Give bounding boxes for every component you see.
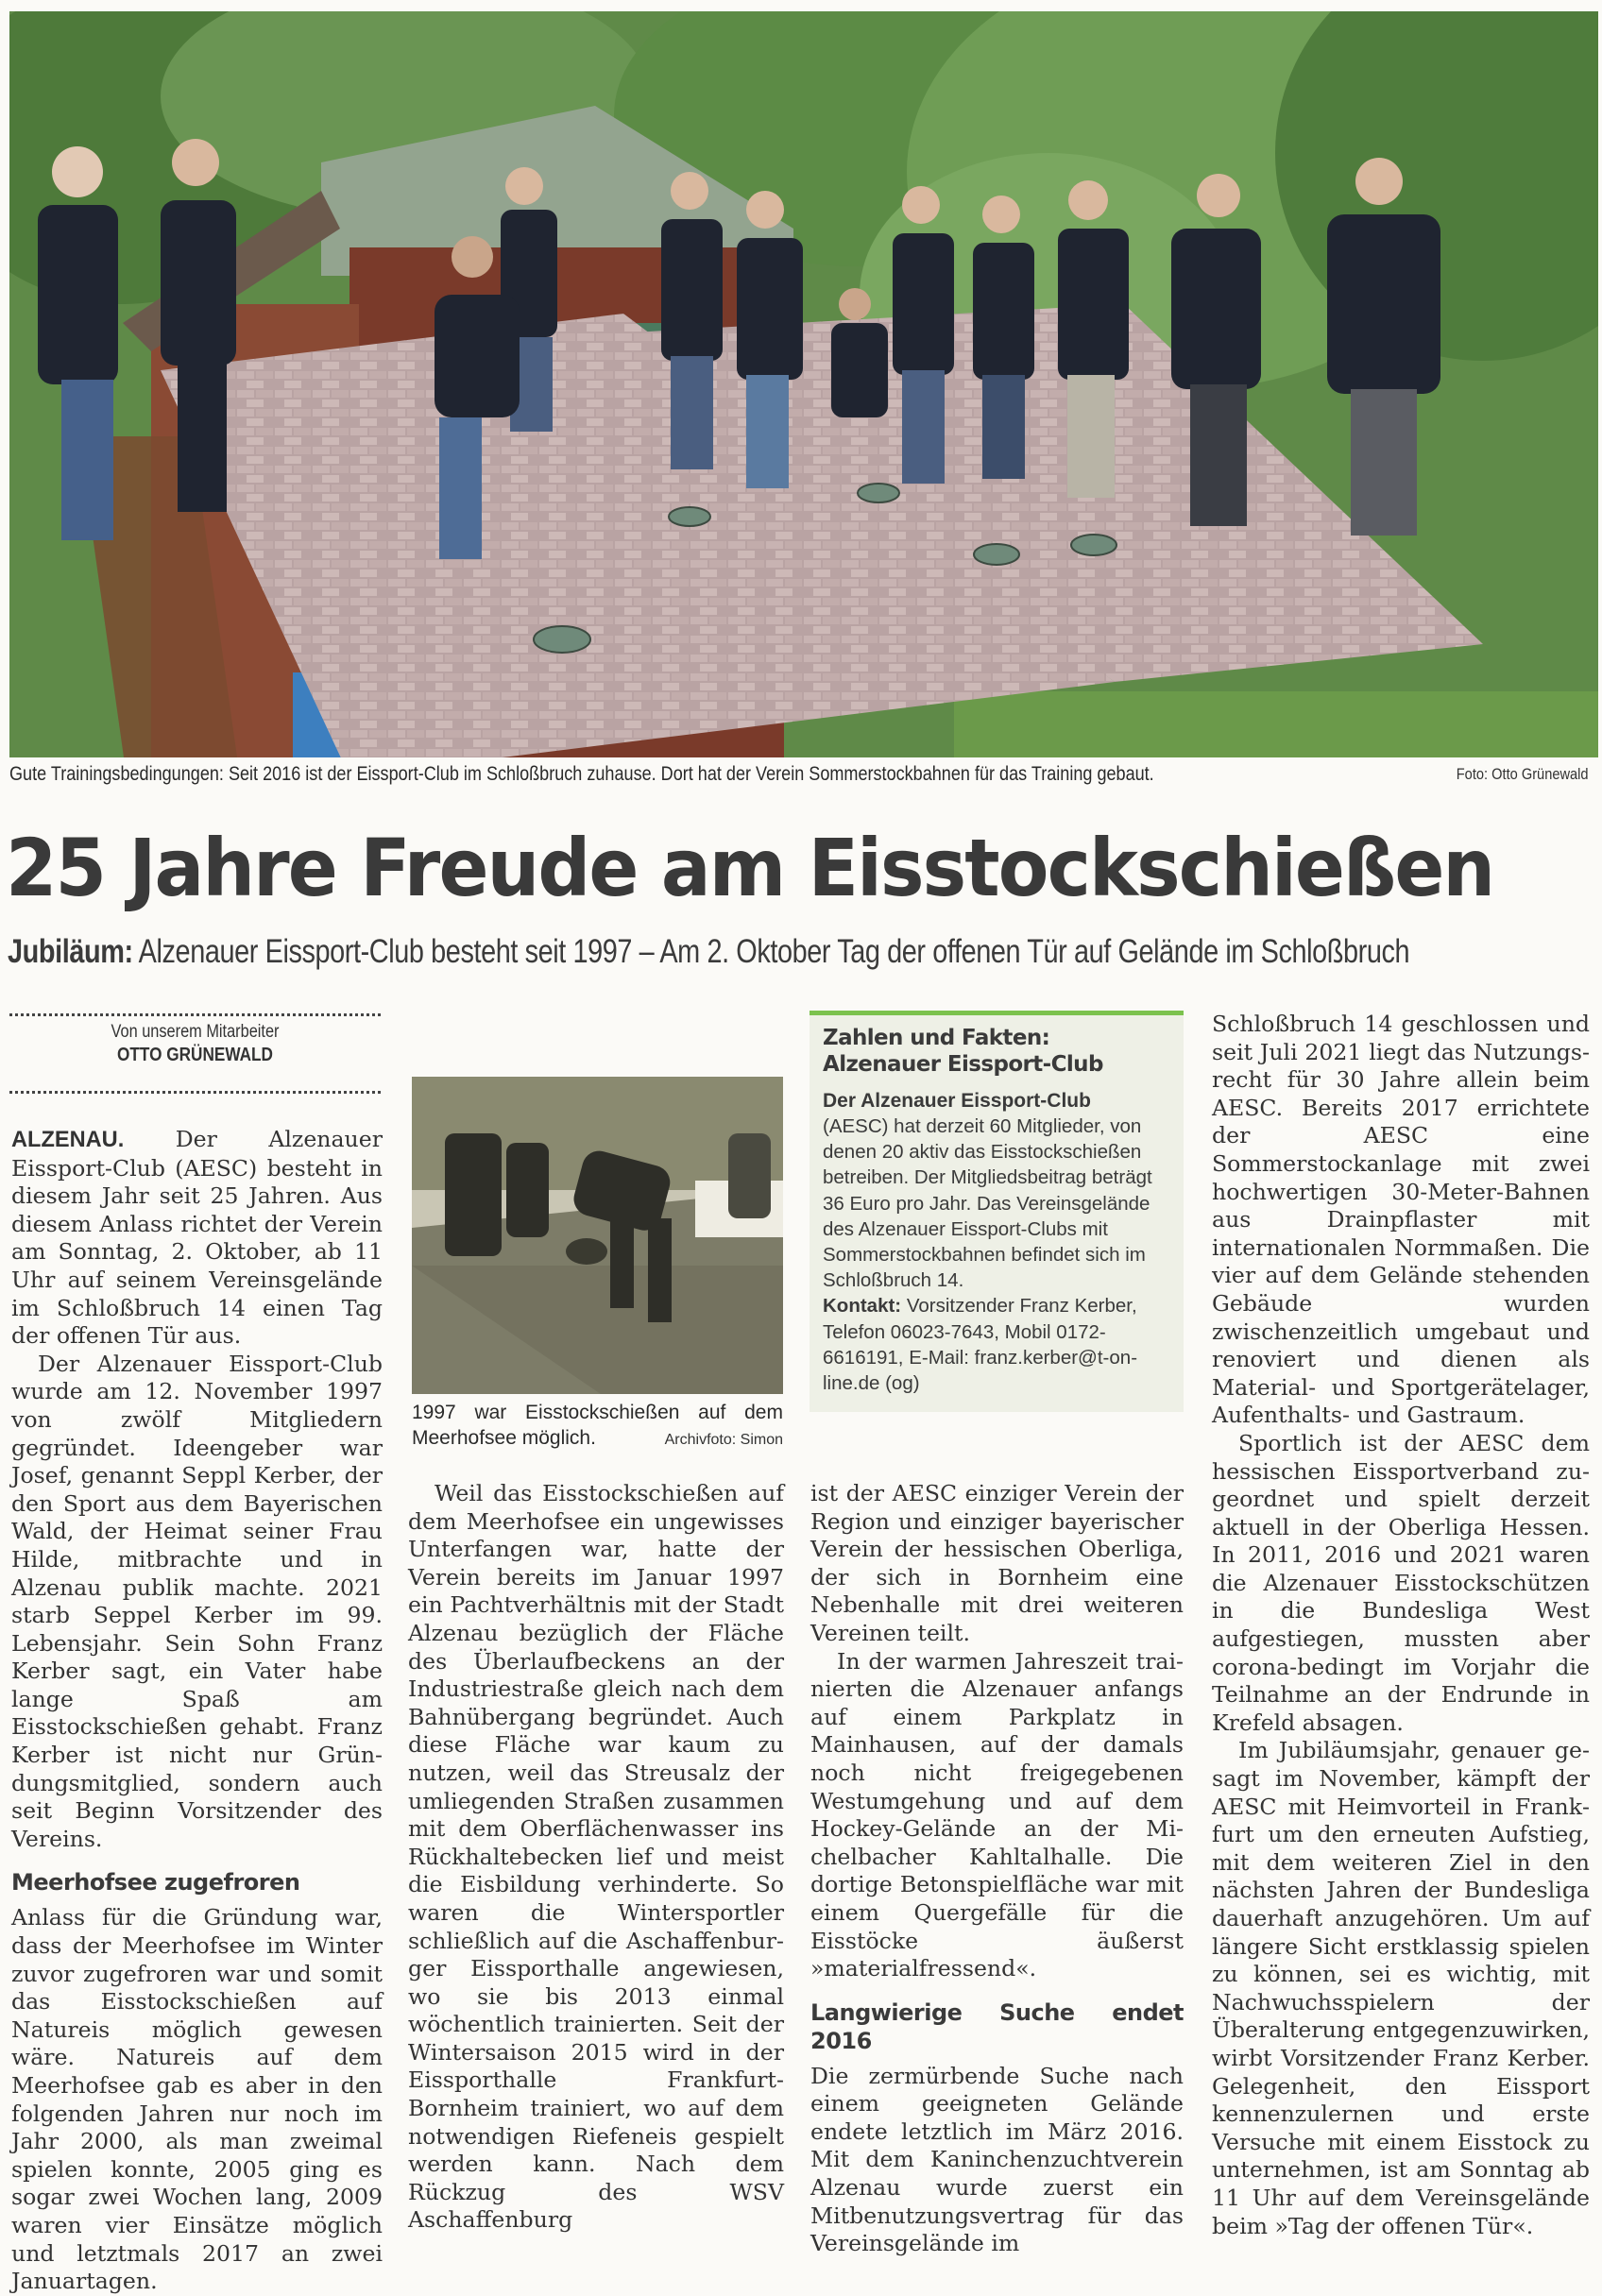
subheadline-label: Jubiläum: bbox=[8, 933, 133, 970]
article-column-4 bbox=[1212, 1011, 1590, 2240]
archive-photo-caption bbox=[412, 1400, 783, 1453]
paragraph: ist der AESC einziger Verein der Region und einziger bayerischer Verein der hessischen Oberliga, der sich in Bornheim eine Nebenhalle mit drei weiteren Vereinen teilt. bbox=[810, 1480, 1184, 1646]
byline-author: OTTO GRÜNEWALD bbox=[116, 1045, 273, 1065]
article-column-2 bbox=[408, 1480, 784, 2235]
main-photo-credit: Foto: Otto Grünewald bbox=[1457, 765, 1589, 783]
fact-box-title: Zahlen und Fakten: bbox=[823, 1026, 1050, 1050]
byline-divider-top bbox=[9, 1013, 381, 1016]
archive-photo-illustration bbox=[412, 1077, 783, 1394]
fact-box-contact bbox=[823, 1293, 1170, 1396]
paragraph: Der Alzenauer Eissport-Club wurde am 12. November 1997 von zwölf Mitgliedern gegründet. Ideengeber war Josef, genannt Seppl Kerber, der den Sport aus dem Bayerischen Wald, der Heimat seiner Frau Hilde, mitbrachte und in Alzenau publik machte. 2021 starb Seppel Kerber im 99. Lebensjahr. Sein Sohn Franz Kerber sagt, ein Vater habe lange Spaß am Eisstockschießen gehabt. Franz Kerber ist nicht nur Gründungsmitglied, sondern auch seit Beginn Vorsitzender des Vereins. bbox=[11, 1350, 383, 1852]
caption-word: dem bbox=[744, 1402, 783, 1423]
caption-word: Eisstockschießen bbox=[525, 1402, 680, 1423]
section-heading: Meerhofsee zugefroren bbox=[11, 1869, 300, 1896]
paragraph-text: Der Alzenauer Eissport-Club (AESC) besteht in diesem Jahr seit 25 Jahren. Aus diesem Anlass richtet der Verein am Sonntag, 2. Oktober, ab 11 Uhr auf seinem Vereinsgelände im Schloßbruch 14 einen Tag der offenen Tür aus. bbox=[11, 1126, 383, 1350]
caption-line: Meerhofsee möglich. bbox=[412, 1427, 596, 1449]
paragraph: Anlass für die Gründung war, dass der Meerhofsee im Winter zuvor zugefroren war und somit das Eisstockschießen auf Natureis möglich gewesen wäre. Natureis auf dem Meerhofsee gab es aber in den folgenden Jahren nur noch im Jahr 2000, als man zweimal spielen konnte, 2005 ging es sogar zwei Wochen lang, 2009 waren vier Einsätze möglich und letztmals 2017 an zwei Januartagen. bbox=[11, 1904, 383, 2295]
main-photo-illustration bbox=[9, 11, 1598, 757]
paragraph: Im Jubiläumsjahr, genauer gesagt im November, kämpft der AESC mit Heimvorteil in Frankfurt um den erneuten Aufstieg, mit dem weiteren Ziel in den nächsten Jahren der Bundesliga dauerhaft anzugehören. Um auf längere Sicht erstklassig spielen zu können, sei es wichtig, mit Nachwuchsspielern der Überalterung entgegenzuwirken, wirbt Vorsitzender Franz Kerber. Gelegenheit, den Eissport kennenzulernen und erste Versuche mit einem Eisstock zu unternehmen, ist am Sonntag ab 11 Uhr auf dem Vereinsgelände beim »Tag der offenen Tür«. bbox=[1212, 1737, 1590, 2239]
headline: 25 Jahre Freude am Eisstockschießen bbox=[6, 822, 1494, 914]
archive-photo-credit: Archivfoto: Simon bbox=[664, 1432, 783, 1448]
subheadline bbox=[8, 933, 1409, 971]
fact-box bbox=[810, 1011, 1184, 1412]
article-column-3 bbox=[810, 1480, 1184, 2258]
byline-divider-bottom bbox=[9, 1091, 381, 1094]
main-photo bbox=[9, 11, 1598, 757]
paragraph: Sportlich ist der AESC dem hessischen Eissportverband zugeordnet und spielt derzeit aktuell in der Oberliga Hessen. In 2011, 2016 und 2021 waren die Alzenauer Eisstockschützen in die Bundesliga West aufgestiegen, mussten aber corona-bedingt im Vorjahr die Teilnahme an der Endrunde in Krefeld absagen. bbox=[1212, 1429, 1590, 1736]
article-column-1 bbox=[11, 1126, 383, 2296]
section-heading: Langwierige Suche endet 2016 bbox=[810, 1998, 1184, 2054]
caption-word: auf bbox=[698, 1402, 726, 1423]
caption-word: 1997 bbox=[412, 1402, 456, 1423]
paragraph bbox=[11, 1126, 383, 1351]
paragraph: Schloßbruch 14 geschlossen und seit Juli 2021 liegt das Nutzungsrecht für 30 Jahre allein beim AESC. Bereits 2017 errichtete der AESC eine Sommerstockanlage mit zwei hochwertigen 30-Meter-Bahnen aus Drainpflaster mit internationalen Normmaßen. Die vier auf dem Gelände stehenden Gebäude wurden zwischenzeitlich umgebaut und renoviert und dienen als Material- und Sportgerätelager, Aufenthalts- und Gastraum. bbox=[1212, 1011, 1590, 1429]
byline-intro: Von unserem Mitarbeiter bbox=[111, 1022, 280, 1042]
contact-label: Kontakt: bbox=[823, 1295, 902, 1318]
paragraph: Weil das Eisstockschießen auf dem Meerhofsee ein ungewisses Unterfangen war, hatte der Verein bereits im Januar 1997 ein Pachtverhältnis mit der Stadt Alzenau bezüglich der Fläche des Überlaufbeckens an der Industriestraße gleich nach dem Bahnübergang begründet. Auch diese Fläche war kaum zu nutzen, weil das Streusalz der umliegenden Straßen zusammen mit dem Oberflächenwasser ins Rückhaltebecken lief und meist die Eisbildung verhinderte. So waren die Wintersportler schließlich auf die Aschaffenburger Eissporthalle angewiesen, wo sie bis 2013 einmal wöchentlich trainierten. Seit der Wintersaison 2015 wird in der Eissporthalle Frankfurt-Bornheim trainiert, wo auf dem notwendigen Riefeneis gespielt werden kann. Nach dem Rückzug des WSV Aschaffenburg bbox=[408, 1480, 784, 2234]
subheadline-text: Alzenauer Eissport-Club besteht seit 1997 – Am 2. Oktober Tag der offenen Tür auf Gelände im Schloßbruch bbox=[132, 933, 1410, 970]
fact-box-body: (AESC) hat derzeit 60 Mitglieder, von denen 20 aktiv das Eisstockschießen betreiben. Der Mitgliedsbeitrag beträgt 36 Euro pro Jahr. Das Vereinsgelände des Alzenauer Eissport-Clubs mit Sommerstockbahnen befindet sich im Schloßbruch 14. bbox=[823, 1115, 1152, 1292]
paragraph: Die zermürbende Suche nach einem geeigneten Gelände endete letztlich im März 2016. Mit dem Kaninchenzuchtverein Alzenau wurde zuerst ein Mitbenutzungsvertrag für das Vereinsgelände im bbox=[810, 2062, 1184, 2257]
main-photo-caption: Gute Trainingsbedingungen: Seit 2016 ist der Eissport-Club im Schloßbruch zuhause. Dort hat der Verein Sommerstockbahnen für das Training gebaut. bbox=[9, 763, 1154, 785]
archive-photo bbox=[412, 1077, 783, 1394]
dateline: ALZENAU. bbox=[11, 1128, 125, 1152]
caption-word: war bbox=[474, 1402, 507, 1423]
paragraph: In der warmen Jahreszeit trainierten die Alzenauer anfangs auf einem Parkplatz in Mainhausen, auf der damals noch nicht freigegebenen Westumgehung und auf dem Hockey-Gelände an der Michelbacher Kahltalhalle. Die dortige Betonspielfläche war mit einem Quergefälle für die Eisstöcke äußerst »materialfressend«. bbox=[810, 1647, 1184, 1982]
byline bbox=[9, 1022, 381, 1066]
contact-text: Vorsitzender Franz Kerber, Telefon 06023-7643, Mobil 0172-6616191, E-Mail: franz.kerber@t-online.de (og) bbox=[823, 1295, 1138, 1395]
fact-box-title: Alzenauer Eissport-Club bbox=[823, 1052, 1103, 1077]
fact-box-subtitle: Der Alzenauer Eissport-Club bbox=[823, 1090, 1091, 1112]
